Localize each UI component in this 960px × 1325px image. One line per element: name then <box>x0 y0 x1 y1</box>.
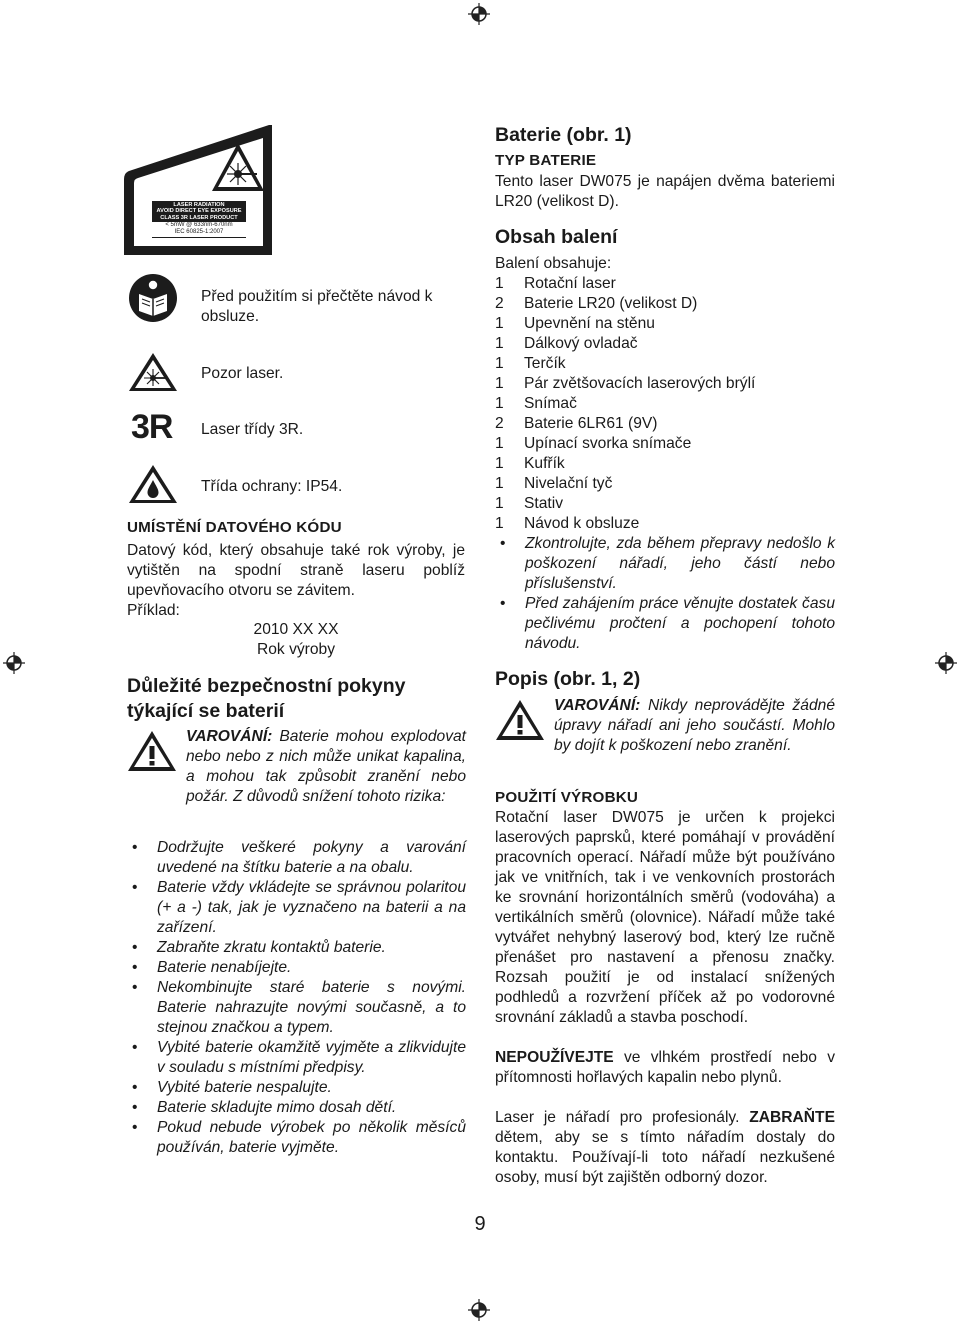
batteries-heading: Baterie (obr. 1) <box>495 124 632 146</box>
list-item: • Zabraňte zkratu kontaktů baterie. <box>127 938 466 958</box>
list-item: • Před zahájením práce věnujte dostatek času pečlivému pročtení a pochopení tohoto návodu. <box>495 594 835 654</box>
date-code-body: Datový kód, který obsahuje také rok výroby, je vytištěn na spodní straně laseru poblíž upevňovacího otvoru se závitem. <box>127 542 465 599</box>
no-use-text: NEPOUŽÍVEJTE ve vlhkém prostředí nebo v přítomnosti hořlavých kapalin nebo plynů. <box>495 1049 835 1086</box>
list-item: • Baterie nenabíjejte. <box>127 958 466 978</box>
list-item: 1 Kufřík <box>495 455 565 472</box>
list-item: • Baterie vždy vkládejte se správnou polaritou (+ a -) tak, jak je vyznačeno na baterii a na zařízení. <box>127 878 466 938</box>
list-item: 1 Dálkový ovladač <box>495 335 638 352</box>
usage-heading: POUŽITÍ VÝROBKU <box>495 789 639 806</box>
list-item: • Vybité baterie okamžitě vyjměte a zlikvidujte v souladu s místními předpisy. <box>127 1038 466 1078</box>
laser-class-icon: 3R <box>131 408 173 446</box>
list-item: 2 Baterie LR20 (velikost D) <box>495 295 698 312</box>
contents-notes <box>495 534 835 654</box>
battery-safety-heading: Důležité bezpečnostní pokyny týkající se baterií <box>127 675 406 722</box>
list-item: • Zkontrolujte, zda během přepravy nedošlo k poškození nářadí, jeho částí nebo příslušenství. <box>495 534 835 594</box>
list-item: 1 Nivelační tyč <box>495 475 613 492</box>
list-item: 1 Návod k obsluze <box>495 515 640 532</box>
example-caption: Rok výroby <box>257 641 335 658</box>
label-text: LASER RADIATION AVOID DIRECT EYE EXPOSURE CLASS 3R LASER PRODUCT <box>156 202 242 221</box>
warning-triangle-icon <box>495 699 545 741</box>
professional-text: Laser je nářadí pro profesionály. ZABRAŇTE dětem, aby se s tímto nářadím dostaly do kontaktu. Používají-li toto nářadí nezkušené osoby, musí být zajištěn odborný dozor. <box>495 1109 835 1186</box>
warning-triangle-icon <box>127 730 177 772</box>
description-heading: Popis (obr. 1, 2) <box>495 668 641 690</box>
list-item: • Dodržujte veškeré pokyny a varování uvedené na štítku baterie a na obalu. <box>127 838 466 878</box>
registration-mark-icon <box>468 1299 490 1321</box>
warning-label: VAROVÁNÍ: <box>186 728 273 745</box>
list-item: 2 Baterie 6LR61 (9V) <box>495 415 658 432</box>
label-power: < 5mW @ 633nm-670nm <box>165 222 233 228</box>
registration-mark-icon <box>935 652 957 674</box>
list-item: • Pokud nebude výrobek po několik měsíců používán, baterie vyjměte. <box>127 1118 466 1158</box>
list-item: 1 Terčík <box>495 355 566 372</box>
read-manual-icon <box>129 274 177 322</box>
contents-list <box>495 274 835 534</box>
page-number: 9 <box>474 1213 486 1235</box>
battery-safety-list <box>127 838 466 1158</box>
drop-warning-icon <box>128 464 178 504</box>
laser-warning-icon <box>128 352 178 392</box>
example-code: 2010 XX XX <box>253 621 339 638</box>
list-item: 1 Upevnění na stěnu <box>495 315 655 332</box>
registration-mark-icon <box>468 3 490 25</box>
warning-label: VAROVÁNÍ: <box>554 697 641 714</box>
list-item: • Vybité baterie nespalujte. <box>127 1078 466 1098</box>
protection-class-text: Třída ochrany: IP54. <box>201 478 343 495</box>
contents-intro: Balení obsahuje: <box>495 255 612 272</box>
description-warning <box>554 696 835 756</box>
battery-warning <box>186 727 466 807</box>
contents-heading: Obsah balení <box>495 226 618 248</box>
battery-type-text: Tento laser DW075 je napájen dvěma bateriemi LR20 (velikost D). <box>495 173 835 210</box>
list-item: • Baterie skladujte mimo dosah dětí. <box>127 1098 466 1118</box>
registration-mark-icon <box>3 652 25 674</box>
example-label: Příklad: <box>127 602 180 619</box>
warning-text: Baterie mohou explodovat nebo nebo z nich může unikat kapalina, a mohou tak způsobit zranění nebo požár. Z důvodů snížení tohoto rizika: <box>186 728 466 805</box>
list-item: 1 Pár zvětšovacích laserových brýlí <box>495 375 756 392</box>
usage-text: Rotační laser DW075 je určen k projekci laserových paprsků, které pomáhají v provádění pracovních operací. Nářadí může být používáno jak ve vnitřních, tak i ve venkovních prostorách ke srovnání horizontálních směrů (vodováha) a vertikálních směrů (olovnice). Nářadí může také vytvářet nehybný laserový bod, který lze ručně přenášet pro nastavení a přenosu značky. Rozsah použití je od instalací snížených podhledů a rozvržení příček až po vodorovné srovnání základů a stavba poschodí. <box>495 809 835 1026</box>
list-item: 1 Stativ <box>495 495 563 512</box>
list-item: 1 Upínací svorka snímače <box>495 435 692 452</box>
battery-type-heading: TYP BATERIE <box>495 152 597 169</box>
laser-label <box>124 125 272 255</box>
warning-text: Nikdy neprovádějte žádné úpravy nářadí ani jeho součástí. Mohlo by dojít k poškození nebo zranění. <box>554 697 835 754</box>
laser-warning-text: Pozor laser. <box>201 365 284 382</box>
date-code-heading: UMÍSTĚNÍ DATOVÉHO KÓDU <box>127 519 342 536</box>
read-manual-text: Před použitím si přečtěte návod k obsluze. <box>201 288 433 325</box>
list-item: 1 Rotační laser <box>495 275 616 292</box>
list-item: • Nekombinujte staré baterie s novými. Baterie nahrazujte novými současně, a to stejnou značkou a typem. <box>127 978 466 1038</box>
label-standard: IEC 60825-1:2007 <box>174 229 224 235</box>
list-item: 1 Snímač <box>495 395 577 412</box>
laser-class-text: Laser třídy 3R. <box>201 421 304 438</box>
